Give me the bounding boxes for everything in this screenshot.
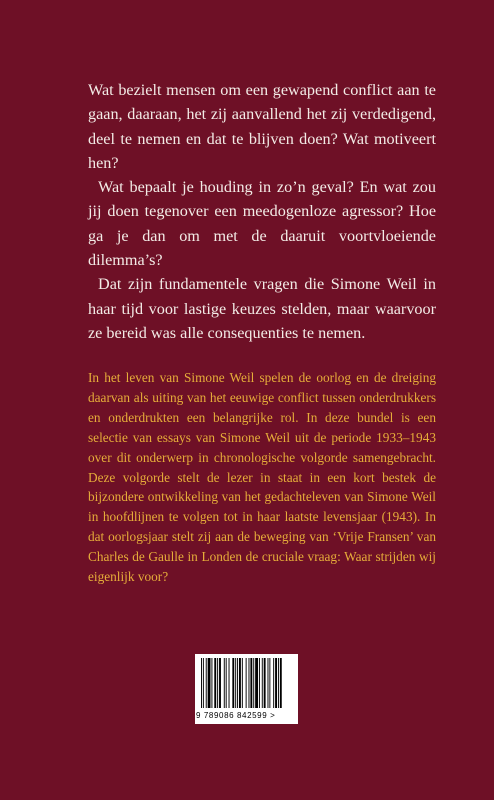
barcode-bar <box>264 658 266 708</box>
barcode-bar <box>211 658 212 708</box>
barcode-bar <box>226 658 227 708</box>
barcode-bar <box>203 658 204 708</box>
barcode-bar <box>201 658 202 708</box>
barcode-bar <box>269 658 270 708</box>
barcode-bar <box>208 658 211 708</box>
description-block <box>88 368 436 587</box>
barcode-bar <box>273 658 274 708</box>
barcode-bar <box>262 658 263 708</box>
barcode-bar <box>232 658 234 708</box>
description-paragraph: In het leven van Simone Weil spelen de oorlog en de dreiging daarvan als uiting van het eeuwige conflict tussen onderdrukkers en onderdrukten een belangrijke rol. In deze bundel is een selectie van essays van Simone Weil uit de periode 1933–1943 over dit onderwerp in chronologische volgorde samengebracht. Deze volgorde stelt de lezer in staat in een kort bestek de bijzondere ontwikkeling van het gedachteleven van Simone Weil in hoofdlijnen te volgen tot in haar laatste levensjaar (1943). In dat oorlogsjaar stelt zij aan de beweging van ‘Vrije Fransen’ van Charles de Gaulle in Londen de cruciale vraag: Waar strijden wij eigenlijk voor? <box>88 370 436 585</box>
barcode-bar <box>249 658 250 708</box>
barcode <box>195 654 298 724</box>
barcode-bar <box>275 658 277 708</box>
barcode-bar <box>214 658 216 708</box>
intro-paragraph-1: Wat bezielt mensen om een gewapend conflict aan te gaan, daaraan, het zij aanvallend het zij verdedigend, deel te nemen en dat te blijven doen? Wat motiveert hen? <box>88 81 436 172</box>
barcode-bar <box>250 658 252 708</box>
intro-paragraph-2: Wat bepaalt je houding in zo’n geval? En wat zou jij doen tegenover een meedogenloze agressor? Hoe ga je dan om met de daaruit voortvloeiende dilemma’s? <box>88 178 436 270</box>
barcode-bar <box>224 658 225 708</box>
barcode-bar <box>280 658 282 708</box>
barcode-bar <box>235 658 236 708</box>
barcode-bar <box>278 658 279 708</box>
barcode-bar <box>237 658 238 708</box>
barcode-bar <box>229 658 230 708</box>
barcode-bar <box>268 658 269 708</box>
barcode-bars <box>195 654 298 712</box>
barcode-bar <box>206 658 207 708</box>
barcode-bar <box>255 658 258 708</box>
barcode-bar <box>219 658 221 708</box>
barcode-bar <box>239 658 241 708</box>
barcode-bar <box>246 658 247 708</box>
barcode-bar <box>242 658 243 708</box>
barcode-digits: 9 789086 842599 > <box>196 711 276 720</box>
barcode-bar <box>259 658 260 708</box>
intro-paragraph-3: Dat zijn fundamentele vragen die Simone Weil in haar tijd voor lastige keuzes stelden, maar waarvoor ze bereid was alle consequenties te nemen. <box>88 275 436 342</box>
barcode-bar <box>217 658 218 708</box>
barcode-bar <box>253 658 254 708</box>
intro-text-block <box>88 78 436 345</box>
